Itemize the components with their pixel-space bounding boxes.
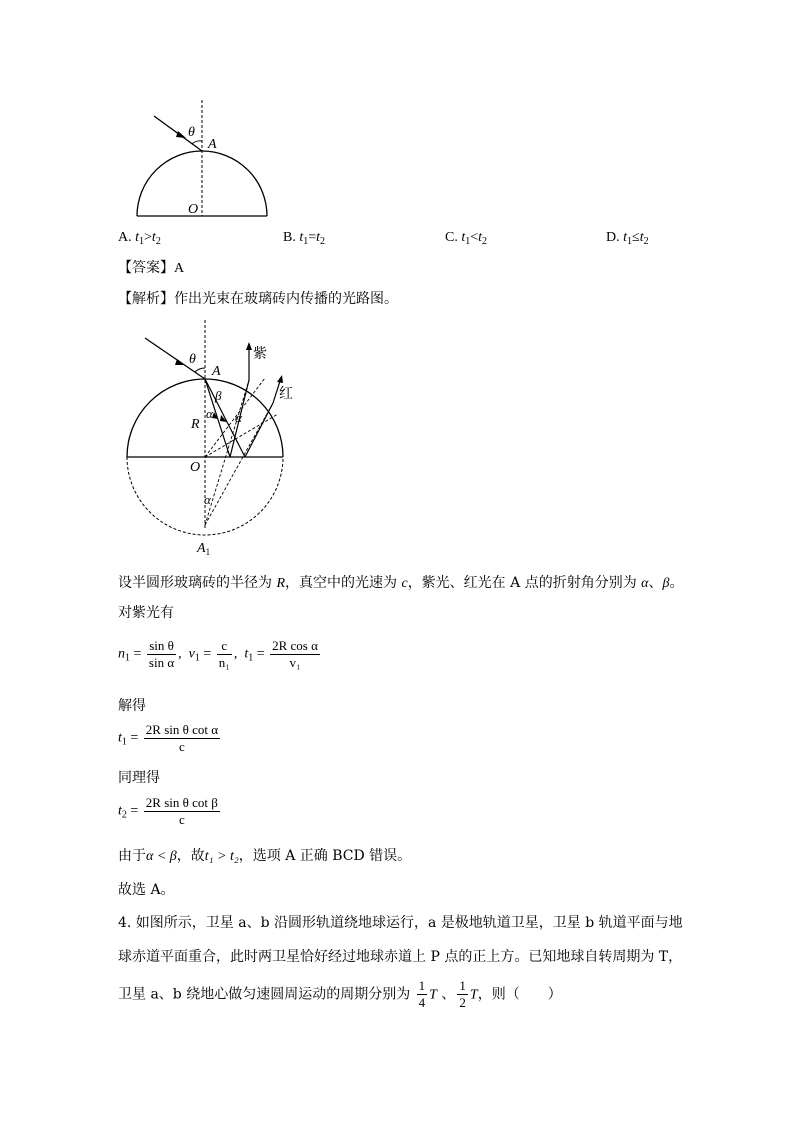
label-O: O [188,202,199,217]
figure-2-light-path [115,318,315,560]
label-beta: β [215,388,222,403]
angle-theta-arc [195,368,205,372]
figure-1-semicircle [130,96,280,221]
angle-theta-arc [192,141,202,144]
question-4-line-1: 4. 如图所示，卫星 a、b 沿圆形轨道绕地球运行，a 是极地轨道卫星，卫星 b 轨道平面与地 [118,915,683,931]
answer-value: A [174,261,185,276]
label-alpha-3: α [204,492,211,507]
similarly-label: 同理得 [118,770,160,786]
analysis-line [118,289,398,309]
label-theta: θ [189,352,196,367]
label-R: R [191,417,200,432]
incident-arrow [176,131,186,138]
label-red: 红 [279,387,293,402]
label-alpha-2: α [235,410,242,425]
fraction-v1: $\frac{c}{\text{n₁}}$ [218,638,230,670]
label-purple: 紫 [253,347,267,362]
option-b: B. $t_1=t_2$ [283,230,326,247]
question-4-line-2: 球赤道平面重合，此时两卫星恰好经过地球赤道上 P 点的正上方。已知地球自转周期为 T， [118,949,683,965]
analysis-tag: 【解析】 [118,291,174,307]
equation-t2: $t_2$ = $\frac{\text{2R sin θ cot β}}{c}$ [118,795,218,827]
answer-tag: 【答案】 [118,260,174,276]
label-A: A [212,364,221,379]
fraction-n1: $\frac{\text{sin θ}}{\text{sin α}}$ [148,638,175,670]
label-A1: $A_1$ [197,541,211,557]
conclusion: 故选 A。 [118,882,175,898]
label-A: A [208,137,217,152]
equation-t1: $t_1$ = $\frac{\text{2R sin θ cot α}}{c}$ [118,722,219,754]
equation-set-1: $n_1$ = $\frac{\text{sin θ}}{\text{sin α}}$ , $v_1$ = $\frac{c}{\text{n₁}}$ , $t_1$ = $\frac{\text{2R cos α}}{\text{v₁}}$ [118,638,318,670]
fraction-half: $\frac{1}{2}$ [459,978,466,1010]
label-theta: θ [188,125,195,140]
because-line: 由于α < β，故t₁ > t₂，选项 A 正确 BCD 错误。 [118,848,412,864]
analysis-text: 作出光束在玻璃砖内传播的光路图。 [174,291,398,307]
option-d: D. $t_1\le t_2$ [606,230,649,247]
option-c: C. $t_1<t_2$ [445,230,488,247]
question-4-line-3: 卫星 a、b 绕地心做匀速圆周运动的周期分别为 $\frac{1}{4}$ T 、 $\frac{1}{2}$ T，则（ ） [118,978,562,1010]
solve-label: 解得 [118,698,146,714]
option-a: A. $t_1>t_2$ [118,230,161,247]
for-purple-label: 对紫光有 [118,605,174,621]
purple-exit-arrow [246,342,252,350]
label-alpha-1: α [206,406,213,421]
incident-ray [145,338,205,379]
answer-line [118,258,184,279]
fraction-quarter: $\frac{1}{4}$ [418,978,426,1010]
fraction-t1: $\frac{\text{2R cos α}}{\text{v₁}}$ [272,638,318,670]
label-O: O [190,460,201,475]
red-exit-arrow [277,375,283,383]
setup-text: 设半圆形玻璃砖的半径为 R，真空中的光速为 c，紫光、红光在 A 点的折射角分别为 α、β。 [118,575,684,591]
